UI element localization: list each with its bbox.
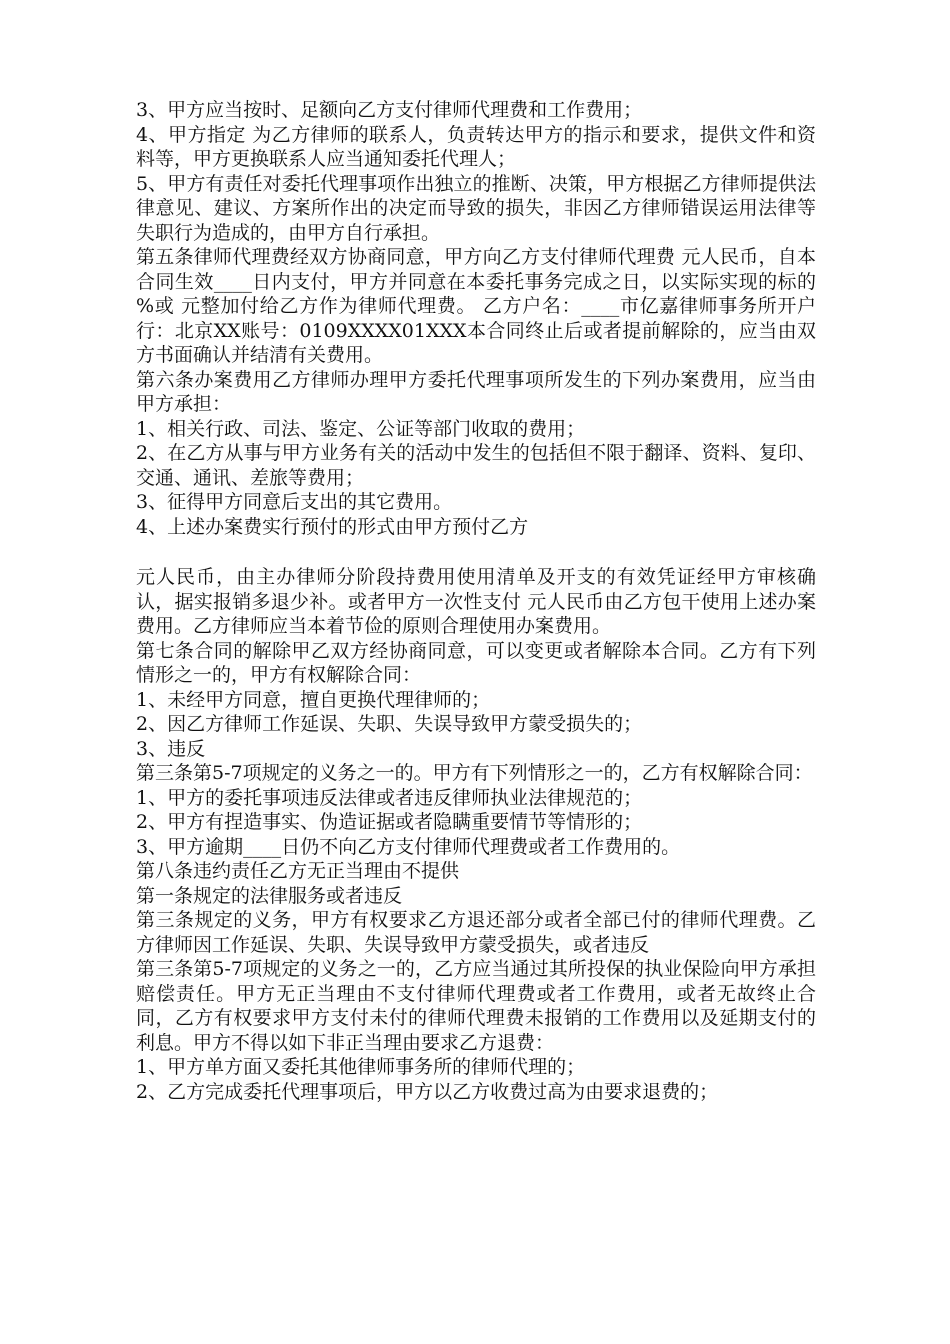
paragraph-termination-1: 1、未经甲方同意，擅自更换代理律师的； xyxy=(136,688,491,711)
paragraph-article-6-expenses: 第六条办案费用乙方律师办理甲方委托代理事项所发生的下列办案费用，应当由甲方承担： xyxy=(136,368,816,415)
paragraph-article-3-ref-b: 第三条规定的义务，甲方有权要求乙方退还部分或者全部已付的律师代理费。乙方律师因工作延误、失职、失误导致甲方蒙受损失，或者违反 xyxy=(136,909,816,956)
section-1 xyxy=(136,98,816,539)
paragraph-termination-3: 3、违反 xyxy=(136,737,206,760)
paragraph-gap xyxy=(136,539,816,565)
paragraph-client-case-1: 1、甲方的委托事项违反法律或者违反律师执业法律规范的； xyxy=(136,786,643,809)
paragraph-article-1-ref: 第一条规定的法律服务或者违反 xyxy=(136,884,403,907)
paragraph-expense-4: 4、上述办案费实行预付的形式由甲方预付乙方 xyxy=(136,515,529,538)
paragraph-article-8-liability: 第八条违约责任乙方无正当理由不提供 xyxy=(136,860,460,882)
paragraph-article-3-ref-c: 第三条第5-7项规定的义务之一的，乙方应当通过其所投保的执业保险向甲方承担赔偿责任。甲方无正当理由不支付律师代理费或者工作费用，或者无故终止合同，乙方有权要求甲方支付未付的律师代理费未报销的工作费用以及延期支付的利息。甲方不得以如下非正当理由要求乙方退费： xyxy=(136,958,816,1054)
paragraph-refund-case-1: 1、甲方单方面又委托其他律师事务所的律师代理的； xyxy=(136,1056,586,1078)
paragraph-obligation-3: 3、甲方应当按时、足额向乙方支付律师代理费和工作费用； xyxy=(136,99,643,121)
document-page xyxy=(136,98,816,1104)
paragraph-obligation-4: 4、甲方指定 为乙方律师的联系人，负责转达甲方的指示和要求，提供文件和资料等，甲方更换联系人应当通知委托代理人； xyxy=(136,123,816,170)
paragraph-expense-3: 3、征得甲方同意后支出的其它费用。 xyxy=(136,491,453,513)
paragraph-client-case-2: 2、甲方有捏造事实、伪造证据或者隐瞒重要情节等情形的； xyxy=(136,811,643,833)
paragraph-expense-1: 1、相关行政、司法、鉴定、公证等部门收取的费用； xyxy=(136,417,586,440)
paragraph-prepayment: 元人民币，由主办律师分阶段持费用使用清单及开支的有效凭证经甲方审核确认，据实报销多退少补。或者甲方一次性支付 元人民币由乙方包干使用上述办案费用。乙方律师应当本着节俭的原则合理使用办案费用。 xyxy=(136,566,816,637)
paragraph-obligation-5: 5、甲方有责任对委托代理事项作出独立的推断、决策，甲方根据乙方律师提供法律意见、建议、方案所作出的决定而导致的损失，非因乙方律师错误运用法律等失职行为造成的，由甲方自行承担。 xyxy=(136,172,816,244)
paragraph-client-case-3: 3、甲方逾期____日仍不向乙方支付律师代理费或者工作费用的。 xyxy=(136,835,681,858)
paragraph-article-3-ref-a: 第三条第5-7项规定的义务之一的。甲方有下列情形之一的，乙方有权解除合同： xyxy=(136,762,813,784)
section-2 xyxy=(136,565,816,1104)
paragraph-expense-2: 2、在乙方从事与甲方业务有关的活动中发生的包括但不限于翻译、资料、复印、交通、通讯、差旅等费用； xyxy=(136,442,816,489)
paragraph-refund-case-2: 2、乙方完成委托代理事项后，甲方以乙方收费过高为由要求退费的； xyxy=(136,1080,719,1103)
paragraph-article-5-fee: 第五条律师代理费经双方协商同意，甲方向乙方支付律师代理费 元人民币，自本合同生效____日内支付，甲方并同意在本委托事务完成之日，以实际实现的标的 %或 元整加付给乙方作为律师代理费。 乙方户名：____市亿嘉律师事务所开户行：北京XX账号：0109XXXX01XXX本合同终止后或者提前解除的，应当由双方书面确认并结清有关费用。 xyxy=(136,246,816,366)
paragraph-termination-2: 2、因乙方律师工作延误、失职、失误导致甲方蒙受损失的； xyxy=(136,713,643,735)
paragraph-article-7-termination: 第七条合同的解除甲乙双方经协商同意，可以变更或者解除本合同。乙方有下列情形之一的，甲方有权解除合同： xyxy=(136,639,816,686)
